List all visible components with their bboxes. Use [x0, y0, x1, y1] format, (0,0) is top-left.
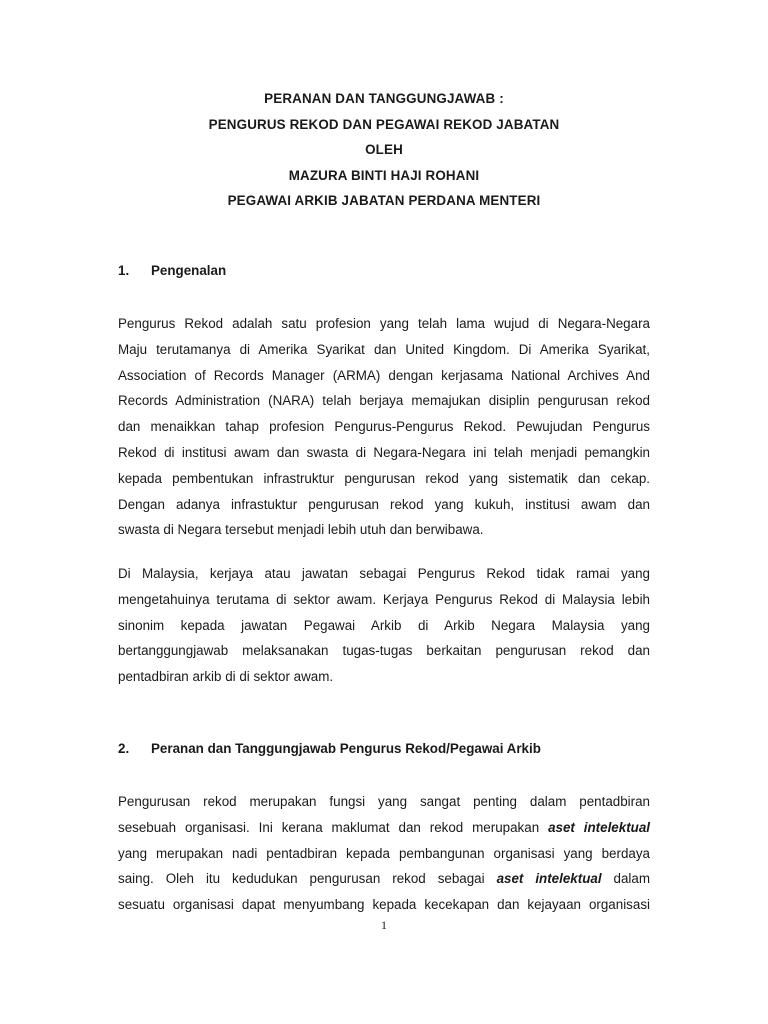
paragraph-line: Di Malaysia, kerjaya atau jawatan sebagai Pengurus Rekod tidak ramai yang — [118, 566, 650, 581]
paragraph-line — [118, 866, 650, 892]
paragraph-line: bertanggungjawab melaksanakan tugas-tugas berkaitan pengurusan rekod dan — [118, 643, 650, 659]
section-1-heading — [118, 262, 226, 280]
emphasis-aset-intelektual: aset intelektual — [496, 871, 602, 887]
paragraph-line: pentadbiran arkib di di sektor awam. — [118, 669, 334, 685]
title-line-5: PEGAWAI ARKIB JABATAN PERDANA MENTERI — [227, 193, 541, 208]
paragraph-line: yang merupakan nadi pentadbiran kepada pembangunan organisasi yang berdaya — [118, 845, 650, 861]
paragraph-line: sinonim kepada jawatan Pegawai Arkib di Arkib Negara Malaysia yang — [118, 617, 650, 633]
title-line-4: MAZURA BINTI HAJI ROHANI — [288, 167, 480, 183]
emphasis-aset-intelektual: aset intelektual — [548, 819, 650, 835]
section-1-number: 1. — [118, 263, 130, 278]
title-line-1: PERANAN DAN TANGGUNGJAWAB : — [264, 91, 504, 106]
paragraph-line: Dengan adanya infrastuktur pengurusan rekod yang kukuh, institusi awam dan — [118, 496, 650, 512]
section-1-title: Pengenalan — [151, 263, 227, 278]
paragraph-line: mengetahuinya terutama di sektor awam. Kerjaya Pengurus Rekod di Malaysia lebih — [118, 591, 650, 607]
section-2-number: 2. — [118, 741, 130, 756]
document-title — [0, 86, 768, 214]
text-run: dalam — [601, 871, 650, 887]
title-line-2: PENGURUS REKOD DAN PEGAWAI REKOD JABATAN — [208, 116, 560, 132]
section-1-paragraph-2 — [118, 561, 650, 690]
paragraph-line: kepada pembentukan infrastruktur pengurusan rekod yang sistematik dan cekap. — [118, 470, 650, 486]
paragraph-line: swasta di Negara tersebut menjadi lebih utuh dan berwibawa. — [118, 522, 484, 538]
paragraph-line: Pengurus Rekod adalah satu profesion yang telah lama wujud di Negara-Negara — [118, 316, 650, 331]
section-2-title: Peranan dan Tanggungjawab Pengurus Rekod/Pegawai Arkib — [151, 741, 541, 756]
paragraph-line: Maju terutamanya di Amerika Syarikat dan United Kingdom. Di Amerika Syarikat, — [118, 341, 650, 357]
page-number: 1 — [381, 918, 387, 932]
paragraph-line: Pengurusan rekod merupakan fungsi yang sangat penting dalam pentadbiran — [118, 794, 650, 809]
section-2-heading — [118, 740, 541, 758]
paragraph-line: Records Administration (NARA) telah berjaya memajukan disiplin pengurusan rekod — [118, 393, 650, 409]
text-run: saing. Oleh itu kedudukan pengurusan rekod sebagai — [118, 871, 497, 887]
section-2-paragraph-1 — [118, 789, 650, 918]
title-line-3: OLEH — [365, 142, 403, 157]
paragraph-line: dan menaikkan tahap profesion Pengurus-Pengurus Rekod. Pewujudan Pengurus — [118, 419, 650, 435]
section-1-paragraph-1 — [118, 311, 650, 543]
paragraph-line — [118, 815, 650, 841]
paragraph-line: Rekod di institusi awam dan swasta di Negara-Negara ini telah menjadi pemangkin — [118, 444, 650, 460]
paragraph-line: Association of Records Manager (ARMA) dengan kerjasama National Archives And — [118, 367, 650, 383]
text-run: sesebuah organisasi. Ini kerana maklumat dan rekod merupakan — [118, 819, 549, 835]
paragraph-line: sesuatu organisasi dapat menyumbang kepada kecekapan dan kejayaan organisasi — [118, 897, 650, 913]
